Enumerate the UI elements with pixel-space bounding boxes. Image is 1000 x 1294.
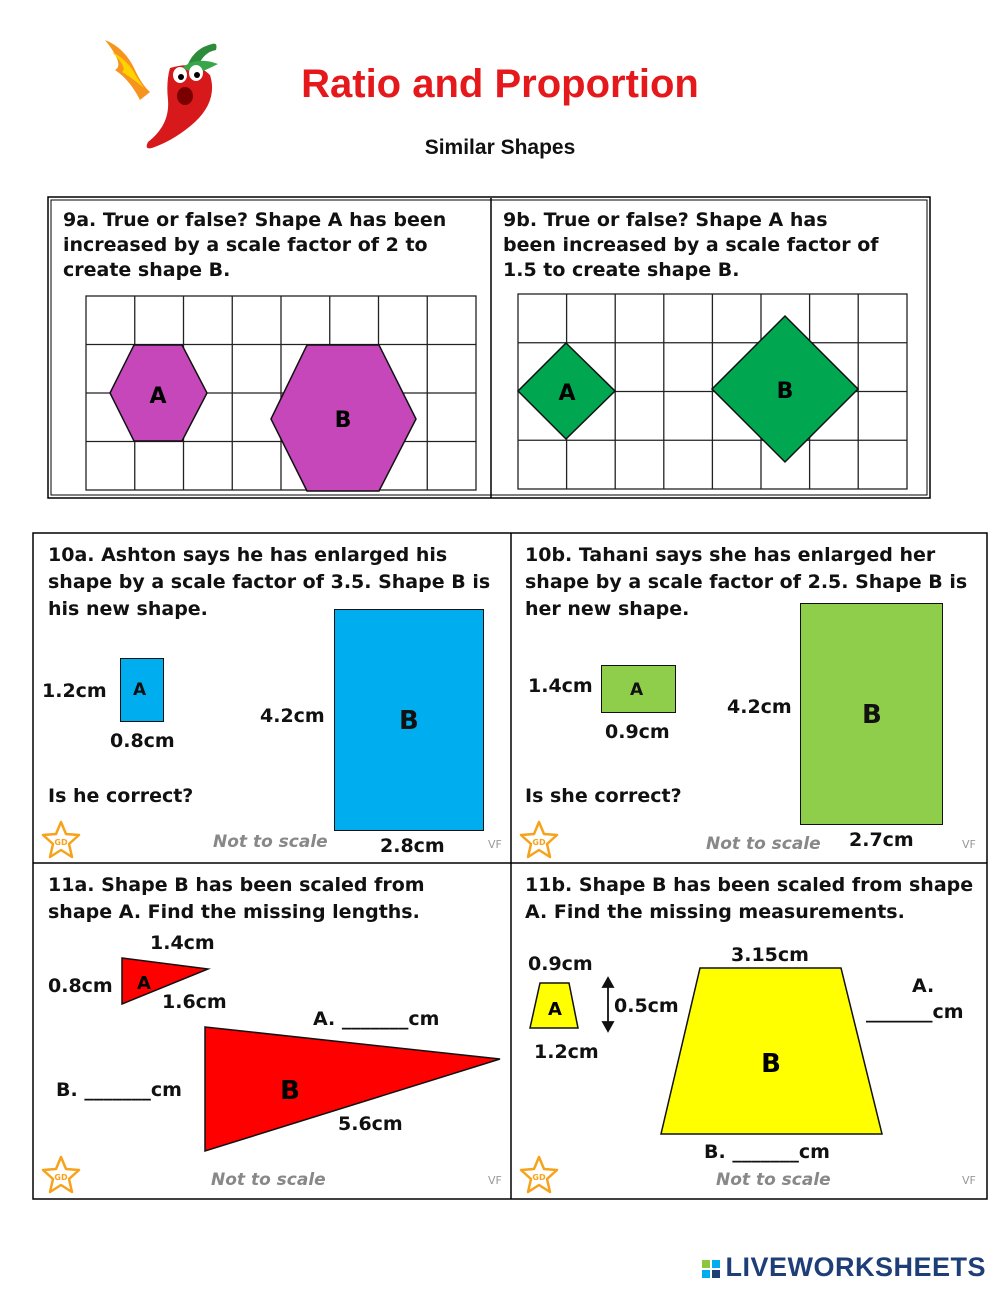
shape-a-label: A bbox=[149, 384, 167, 409]
blank-a: _______cm bbox=[866, 1001, 964, 1023]
shape-b-label: B bbox=[776, 379, 794, 404]
gd-star-badge bbox=[518, 1155, 560, 1195]
b-top-label: 3.15cm bbox=[731, 944, 809, 966]
blank-b: B. _______cm bbox=[56, 1079, 182, 1101]
a-top-label: 1.4cm bbox=[150, 932, 215, 954]
svg-text:GD: GD bbox=[532, 838, 546, 847]
a-bottom-label: 1.2cm bbox=[534, 1041, 599, 1063]
brand-squares-icon bbox=[701, 1259, 725, 1279]
vf-mark: VF bbox=[962, 838, 976, 851]
not-to-scale-note: Not to scale bbox=[211, 1170, 326, 1190]
question-11b: 11b. Shape B has been scaled from shape A. Find the missing measurements. bbox=[525, 874, 974, 923]
svg-text:GD: GD bbox=[54, 838, 68, 847]
shape-a-label: A bbox=[548, 999, 562, 1020]
gd-star-badge bbox=[40, 820, 82, 860]
a-height-label: 1.2cm bbox=[42, 680, 107, 702]
question-9b: 9b. True or false? Shape A has been increased by a scale factor of 1.5 to create shape B. bbox=[503, 209, 879, 281]
shape-a-label: A bbox=[137, 973, 151, 994]
page-title: Ratio and Proportion bbox=[301, 62, 699, 106]
question-prompt: Is he correct? bbox=[48, 785, 194, 807]
not-to-scale-note: Not to scale bbox=[213, 832, 328, 852]
a-top-label: 0.9cm bbox=[528, 953, 593, 975]
shape-a-label: A bbox=[630, 680, 644, 700]
question-10b: 10b. Tahani says she has enlarged her shape by a scale factor of 2.5. Shape B is her new shape. bbox=[525, 544, 968, 620]
grid-9b bbox=[517, 293, 909, 491]
gd-star-badge bbox=[518, 820, 560, 860]
question-9a: 9a. True or false? Shape A has been increased by a scale factor of 2 to create shape B. bbox=[63, 209, 447, 281]
vf-mark: VF bbox=[488, 838, 502, 851]
question-10a: 10a. Ashton says he has enlarged his shape by a scale factor of 3.5. Shape B is his new shape. bbox=[48, 544, 491, 620]
page-subtitle: Similar Shapes bbox=[424, 136, 576, 159]
question-11a: 11a. Shape B has been scaled from shape A. Find the missing lengths. bbox=[48, 874, 425, 923]
gd-star-badge bbox=[40, 1155, 82, 1195]
shape-b-label: B bbox=[399, 706, 419, 736]
shape-b-label: B bbox=[761, 1049, 781, 1079]
a-height-label: 0.5cm bbox=[614, 995, 679, 1017]
b-height-label: 4.2cm bbox=[727, 696, 792, 718]
not-to-scale-note: Not to scale bbox=[716, 1170, 831, 1190]
blank-a: A. _______cm bbox=[313, 1008, 440, 1030]
blank-a-label: A. bbox=[912, 975, 935, 997]
shape-b-label: B bbox=[862, 700, 882, 730]
svg-text:GD: GD bbox=[532, 1173, 546, 1182]
a-left-label: 0.8cm bbox=[48, 975, 113, 997]
b-width-label: 2.7cm bbox=[849, 829, 914, 851]
vf-mark: VF bbox=[962, 1174, 976, 1187]
shape-b-label: B bbox=[280, 1076, 300, 1106]
a-height-label: 1.4cm bbox=[528, 675, 593, 697]
brand-name: LIVEWORKSHEETS bbox=[725, 1252, 986, 1282]
shape-b-label: B bbox=[334, 408, 352, 433]
triangles-11a bbox=[110, 950, 505, 1155]
shape-a-label: A bbox=[133, 680, 147, 700]
b-bottom-label: 5.6cm bbox=[338, 1113, 403, 1135]
liveworksheets-logo[interactable] bbox=[701, 1252, 986, 1283]
blank-b: B. _______cm bbox=[704, 1141, 830, 1163]
vf-mark: VF bbox=[488, 1174, 502, 1187]
not-to-scale-note: Not to scale bbox=[706, 834, 821, 854]
a-width-label: 0.8cm bbox=[110, 730, 175, 752]
grid-9a bbox=[85, 295, 477, 493]
a-bottom-label: 1.6cm bbox=[162, 991, 227, 1013]
height-arrow bbox=[603, 978, 613, 1031]
shape-a-label: A bbox=[558, 381, 576, 406]
b-width-label: 2.8cm bbox=[380, 835, 445, 857]
question-prompt: Is she correct? bbox=[525, 785, 682, 807]
b-height-label: 4.2cm bbox=[260, 705, 325, 727]
a-width-label: 0.9cm bbox=[605, 721, 670, 743]
svg-text:GD: GD bbox=[54, 1173, 68, 1182]
